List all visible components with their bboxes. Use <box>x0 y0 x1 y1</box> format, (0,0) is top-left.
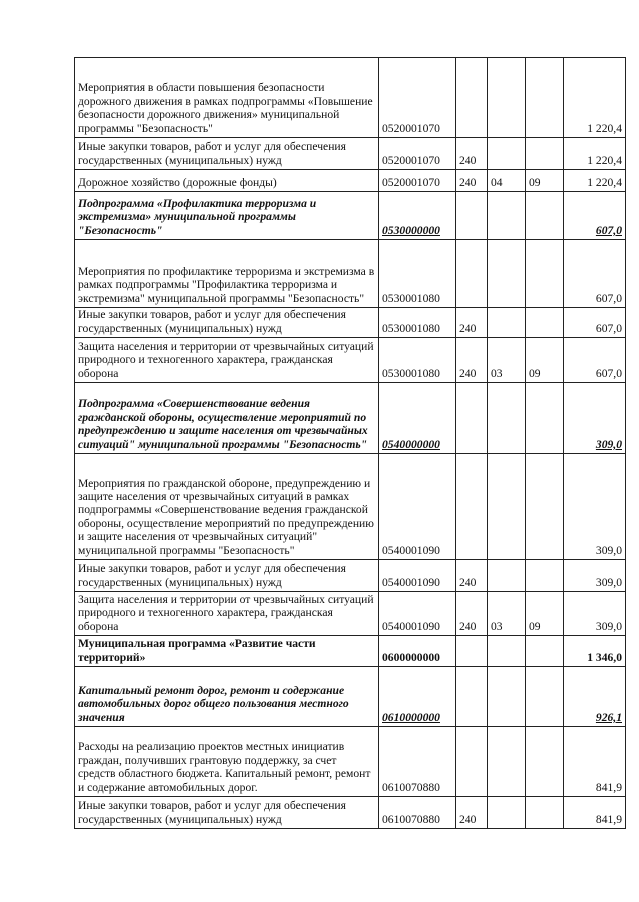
row-amount: 1 220,4 <box>564 138 626 170</box>
row-subsection <box>526 58 564 138</box>
table-row <box>75 192 626 240</box>
row-code: 0530001080 <box>379 240 456 308</box>
row-name: Защита населения и территории от чрезвычайных ситуаций природного и техногенного характера, гражданская оборона <box>75 592 379 636</box>
row-expense-type <box>456 667 488 727</box>
row-section <box>488 192 526 240</box>
row-amount: 1 220,4 <box>564 170 626 192</box>
row-amount: 607,0 <box>564 338 626 383</box>
row-expense-type: 240 <box>456 560 488 592</box>
row-code: 0530001080 <box>379 338 456 383</box>
row-subsection <box>526 138 564 170</box>
row-name: Иные закупки товаров, работ и услуг для обеспечения государственных (муниципальных) нужд <box>75 560 379 592</box>
row-code: 0530000000 <box>379 192 456 240</box>
row-subsection <box>526 240 564 308</box>
row-code: 0530001080 <box>379 308 456 338</box>
row-amount: 309,0 <box>564 560 626 592</box>
row-section: 03 <box>488 592 526 636</box>
row-name: Мероприятия по профилактике терроризма и экстремизма в рамках подпрограммы "Профилактика терроризма и экстремизма" муниципальной программы "Безопасность" <box>75 240 379 308</box>
row-code: 0540000000 <box>379 383 456 454</box>
row-section <box>488 308 526 338</box>
row-code: 0540001090 <box>379 560 456 592</box>
row-name: Мероприятия по гражданской обороне, предупреждению и защите населения от чрезвычайных ситуаций в рамках подпрограммы «Совершенствование ведения гражданской обороны, осуществление мероприятий по предупреждению и защите населения от чрезвычайных ситуаций" муниципальной программы "Безопасность" <box>75 454 379 560</box>
table-row <box>75 240 626 308</box>
row-expense-type <box>456 636 488 667</box>
row-subsection: 09 <box>526 170 564 192</box>
row-code: 0520001070 <box>379 170 456 192</box>
table-row <box>75 797 626 829</box>
row-amount: 309,0 <box>564 383 626 454</box>
row-amount: 1 220,4 <box>564 58 626 138</box>
row-subsection: 09 <box>526 592 564 636</box>
row-subsection <box>526 308 564 338</box>
row-name: Подпрограмма «Профилактика терроризма и экстремизма» муниципальной программы "Безопасность" <box>75 192 379 240</box>
row-name: Защита населения и территории от чрезвычайных ситуаций природного и техногенного характера, гражданская оборона <box>75 338 379 383</box>
table-row <box>75 138 626 170</box>
row-section: 04 <box>488 170 526 192</box>
row-code: 0520001070 <box>379 138 456 170</box>
row-name: Иные закупки товаров, работ и услуг для обеспечения государственных (муниципальных) нужд <box>75 138 379 170</box>
row-section <box>488 138 526 170</box>
row-code: 0610000000 <box>379 667 456 727</box>
row-expense-type: 240 <box>456 170 488 192</box>
row-amount: 607,0 <box>564 192 626 240</box>
row-name: Иные закупки товаров, работ и услуг для обеспечения государственных (муниципальных) нужд <box>75 797 379 829</box>
row-code: 0600000000 <box>379 636 456 667</box>
row-name: Капитальный ремонт дорог, ремонт и содержание автомобильных дорог общего пользования местного значения <box>75 667 379 727</box>
row-code: 0540001090 <box>379 454 456 560</box>
table-row <box>75 338 626 383</box>
row-subsection <box>526 454 564 560</box>
row-amount: 841,9 <box>564 727 626 797</box>
table-row <box>75 383 626 454</box>
row-amount: 309,0 <box>564 454 626 560</box>
row-section <box>488 667 526 727</box>
row-name: Дорожное хозяйство (дорожные фонды) <box>75 170 379 192</box>
row-section <box>488 383 526 454</box>
row-expense-type <box>456 383 488 454</box>
row-amount: 926,1 <box>564 667 626 727</box>
row-section <box>488 727 526 797</box>
row-subsection <box>526 667 564 727</box>
row-expense-type <box>456 192 488 240</box>
row-subsection <box>526 797 564 829</box>
row-section <box>488 240 526 308</box>
row-expense-type: 240 <box>456 592 488 636</box>
row-name: Расходы на реализацию проектов местных инициатив граждан, получивших грантовую поддержку, за счет средств областного бюджета. Капитальный ремонт, ремонт и содержание автомобильных дорог. <box>75 727 379 797</box>
row-section <box>488 58 526 138</box>
row-expense-type: 240 <box>456 308 488 338</box>
table-row <box>75 454 626 560</box>
row-expense-type: 240 <box>456 797 488 829</box>
row-name: Подпрограмма «Совершенствование ведения гражданской обороны, осуществление мероприятий по предупреждению и защите населения от чрезвычайных ситуаций" муниципальной программы "Безопасность" <box>75 383 379 454</box>
row-subsection <box>526 560 564 592</box>
row-amount: 1 346,0 <box>564 636 626 667</box>
row-subsection <box>526 383 564 454</box>
row-subsection: 09 <box>526 338 564 383</box>
budget-table <box>74 57 626 829</box>
row-name: Муниципальная программа «Развитие части территорий» <box>75 636 379 667</box>
row-section: 03 <box>488 338 526 383</box>
table-row <box>75 636 626 667</box>
row-code: 0610070880 <box>379 797 456 829</box>
row-amount: 607,0 <box>564 308 626 338</box>
table-row <box>75 727 626 797</box>
table-row <box>75 170 626 192</box>
row-expense-type <box>456 240 488 308</box>
row-section <box>488 636 526 667</box>
row-section <box>488 454 526 560</box>
row-subsection <box>526 192 564 240</box>
row-expense-type <box>456 58 488 138</box>
table-row <box>75 560 626 592</box>
row-amount: 607,0 <box>564 240 626 308</box>
row-name: Иные закупки товаров, работ и услуг для обеспечения государственных (муниципальных) нужд <box>75 308 379 338</box>
row-amount: 309,0 <box>564 592 626 636</box>
row-code: 0540001090 <box>379 592 456 636</box>
row-expense-type <box>456 454 488 560</box>
table-row <box>75 592 626 636</box>
table-row <box>75 308 626 338</box>
row-name: Мероприятия в области повышения безопасности дорожного движения в рамках подпрограммы «Повышение безопасности дорожного движения» муниципальной программы "Безопасность" <box>75 58 379 138</box>
row-expense-type: 240 <box>456 338 488 383</box>
row-subsection <box>526 727 564 797</box>
row-subsection <box>526 636 564 667</box>
row-code: 0520001070 <box>379 58 456 138</box>
row-section <box>488 560 526 592</box>
row-code: 0610070880 <box>379 727 456 797</box>
table-row <box>75 58 626 138</box>
row-amount: 841,9 <box>564 797 626 829</box>
row-expense-type: 240 <box>456 138 488 170</box>
row-section <box>488 797 526 829</box>
row-expense-type <box>456 727 488 797</box>
table-row <box>75 667 626 727</box>
